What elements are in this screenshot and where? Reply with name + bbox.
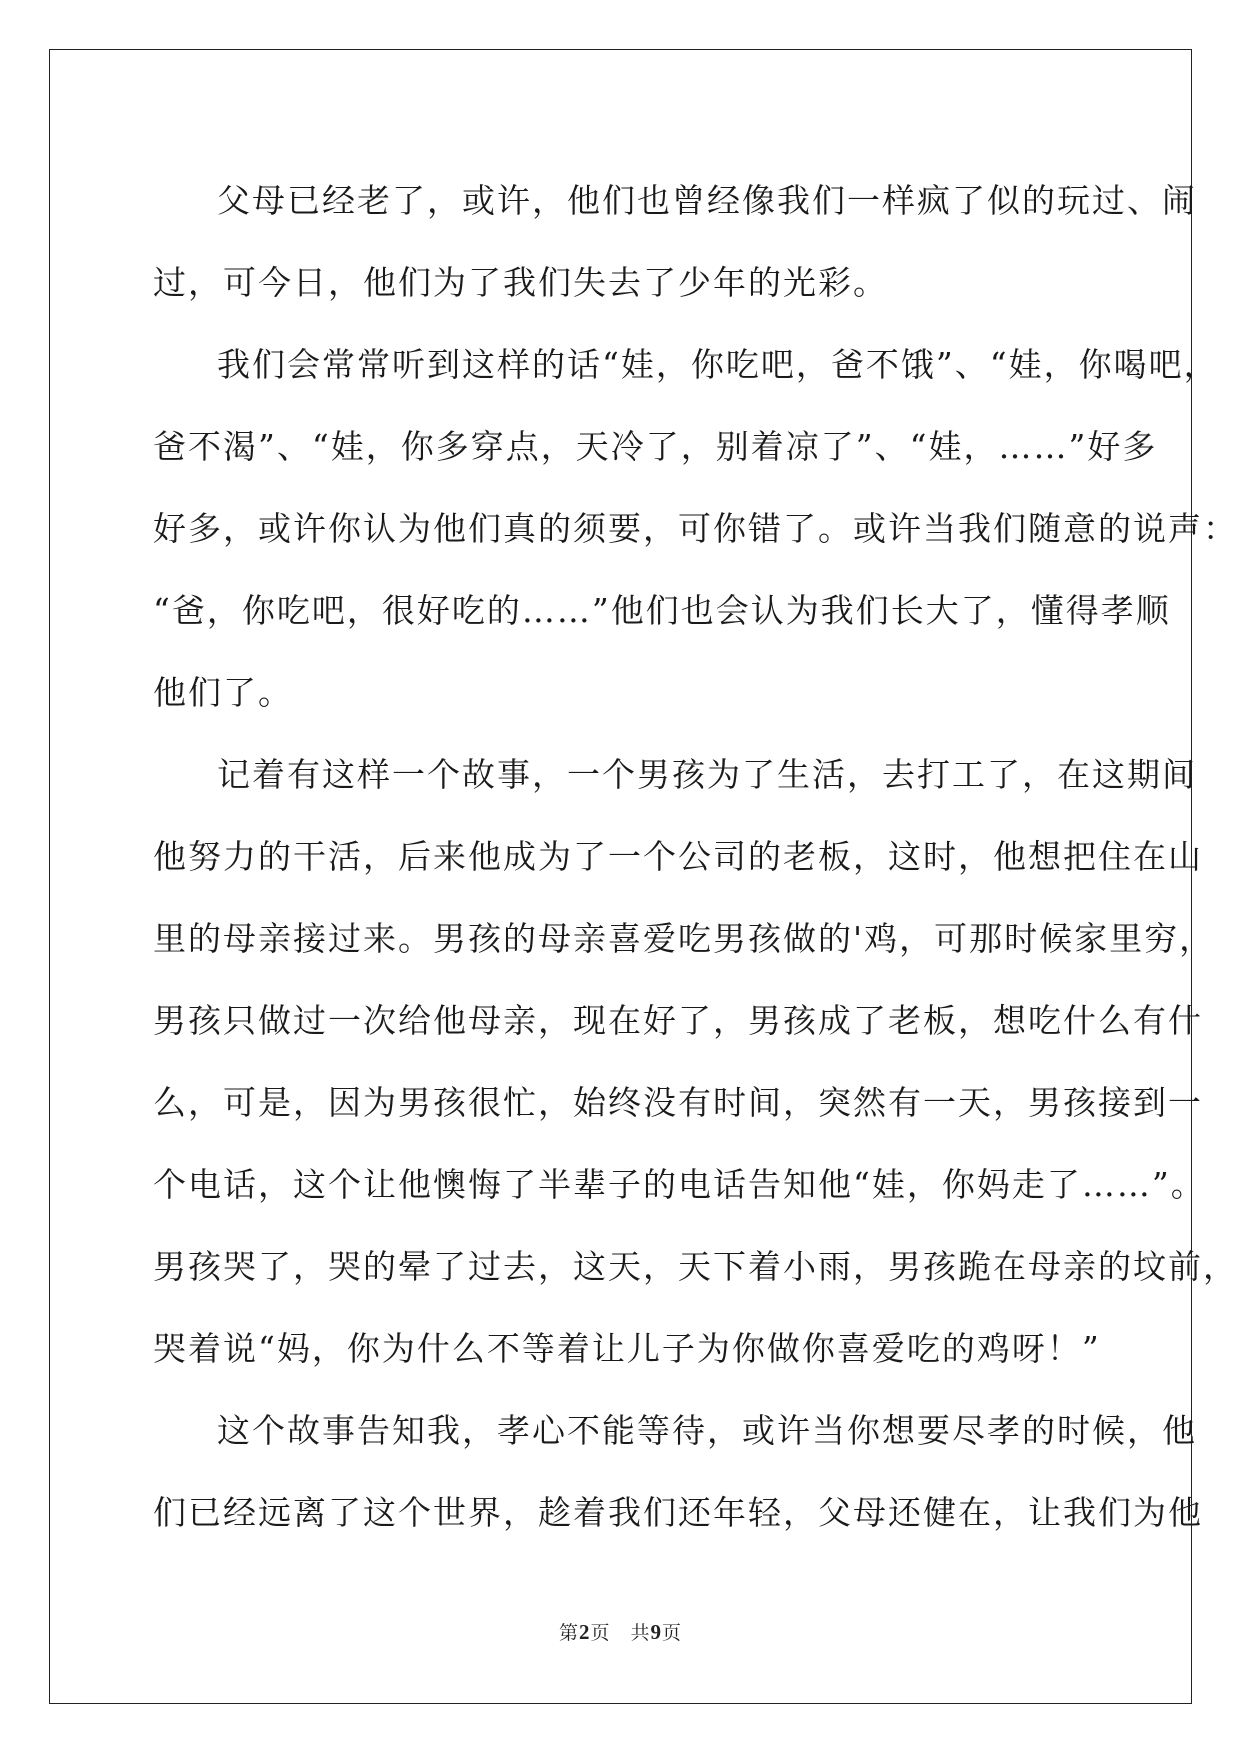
text-line: 爸不渴”、“娃，你多穿点，天冷了，别着凉了”、“娃，……”好多 bbox=[153, 427, 1158, 466]
text-line: 哭着说“妈，你为什么不等着让儿子为你做你喜爱吃的鸡呀！” bbox=[153, 1329, 1101, 1368]
page-number-footer bbox=[0, 1618, 1241, 1645]
paragraph-1 bbox=[153, 160, 1197, 324]
text-line: 这个故事告知我，孝心不能等待，或许当你想要尽孝的时候，他 bbox=[217, 1411, 1197, 1450]
text-line: 个电话，这个让他懊悔了半辈子的电话告知他“娃，你妈走了……”。 bbox=[153, 1165, 1206, 1204]
document-body bbox=[153, 160, 1238, 1554]
text-line: 我们会常常听到这样的话“娃，你吃吧，爸不饿”、“娃，你喝吧， bbox=[217, 345, 1219, 384]
text-line: 他努力的干活，后来他成为了一个公司的老板，这时，他想把住在山 bbox=[153, 837, 1203, 876]
paragraph-2 bbox=[153, 324, 1238, 734]
current-page-number: 2 bbox=[578, 1620, 591, 1644]
text-line: 他们了。 bbox=[153, 673, 293, 712]
paragraph-3 bbox=[153, 734, 1238, 1390]
text-line: 记着有这样一个故事，一个男孩为了生活，去打工了，在这期间 bbox=[217, 755, 1197, 794]
text-line: 男孩只做过一次给他母亲，现在好了，男孩成了老板，想吃什么有什 bbox=[153, 1001, 1203, 1040]
text-line: 好多，或许你认为他们真的须要，可你错了。或许当我们随意的说声： bbox=[153, 509, 1238, 548]
total-suffix: 页 bbox=[662, 1622, 683, 1644]
text-line: 过，可今日，他们为了我们失去了少年的光彩。 bbox=[153, 263, 888, 302]
total-page-count: 9 bbox=[650, 1620, 663, 1644]
text-line: 么，可是，因为男孩很忙，始终没有时间，突然有一天，男孩接到一 bbox=[153, 1083, 1203, 1122]
text-line: “爸，你吃吧，很好吃的……”他们也会认为我们长大了，懂得孝顺 bbox=[153, 591, 1171, 630]
page-prefix: 第 bbox=[558, 1622, 579, 1644]
total-prefix: 共 bbox=[630, 1622, 651, 1644]
text-line: 们已经远离了这个世界，趁着我们还年轻，父母还健在，让我们为他 bbox=[153, 1493, 1203, 1532]
text-line: 父母已经老了，或许，他们也曾经像我们一样疯了似的玩过、闹 bbox=[217, 181, 1197, 220]
text-line: 男孩哭了，哭的晕了过去，这天，天下着小雨，男孩跪在母亲的坟前， bbox=[153, 1247, 1238, 1286]
paragraph-4 bbox=[153, 1390, 1203, 1554]
text-line: 里的母亲接过来。男孩的母亲喜爱吃男孩做的'鸡，可那时候家里穷， bbox=[153, 919, 1215, 958]
page-suffix: 页 bbox=[590, 1622, 611, 1644]
